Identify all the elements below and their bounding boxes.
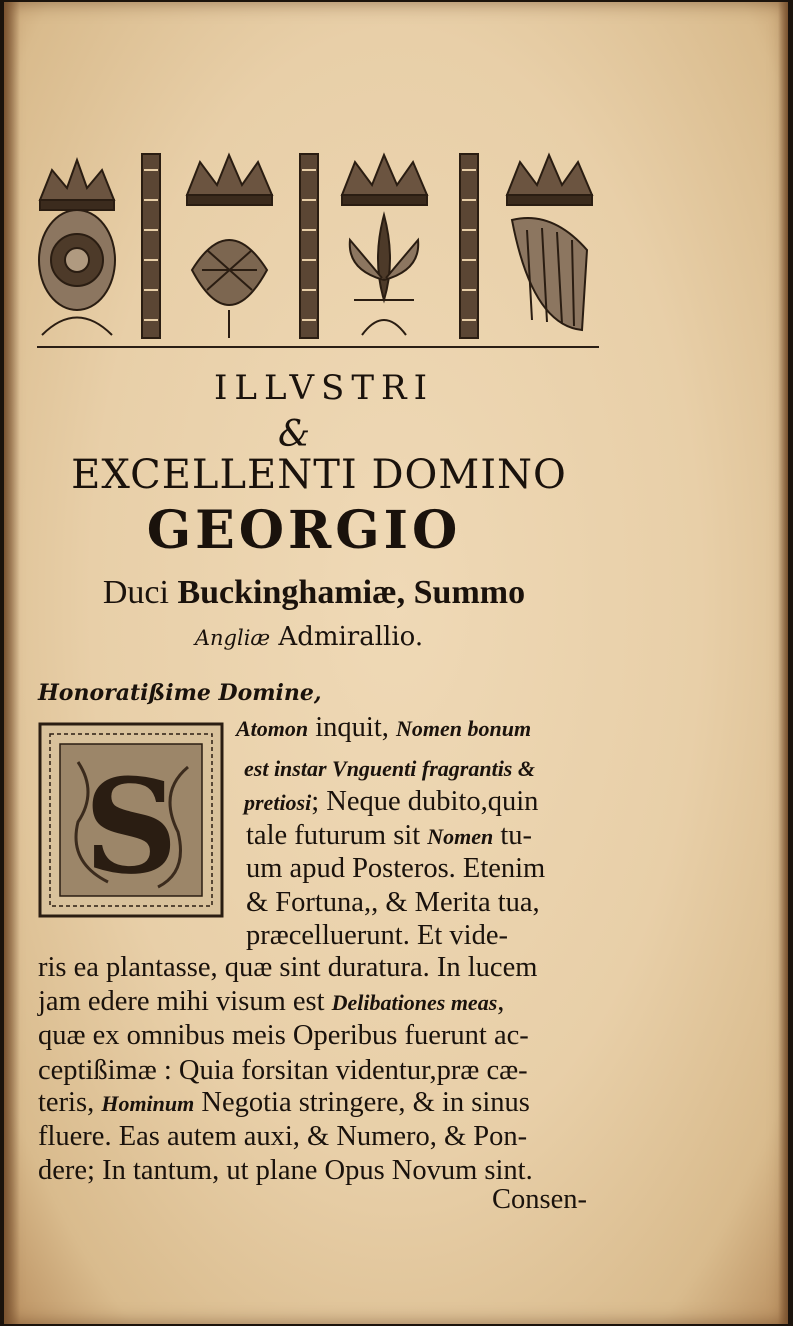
body-line-11: ceptißimæ : Quia forsitan videntur,præ cæ- <box>38 1055 528 1086</box>
catchword: Consen- <box>492 1184 587 1215</box>
headpiece-ornament <box>32 150 602 342</box>
page-edge-left <box>4 2 20 1324</box>
crowned-thistle-emblem <box>187 155 272 338</box>
body-line-7: præcelluerunt. Et vide- <box>246 920 508 951</box>
body-line-5: um apud Posteros. Etenim <box>246 853 546 884</box>
chain-column-2 <box>300 154 318 338</box>
heading-excellenti-domino: EXCELLENTI DOMINO <box>71 452 567 498</box>
heading-ampersand: & <box>277 414 311 455</box>
chain-column-3 <box>460 154 478 338</box>
salutation: Honoratißime Domine, <box>38 680 322 706</box>
body-line-13: fluere. Eas autem auxi, & Numero, & Pon- <box>38 1121 528 1152</box>
book-page <box>4 2 788 1324</box>
decorated-initial-s <box>38 722 224 918</box>
heading-angliae-admirallio: Angliæ Admirallio. <box>194 622 424 652</box>
svg-text:S: S <box>84 750 178 903</box>
crowned-fleur-de-lis-emblem <box>342 155 427 335</box>
crowned-harp-emblem <box>507 155 592 330</box>
heading-georgio: GEORGIO <box>146 500 462 561</box>
page-edge-right <box>778 2 788 1324</box>
body-line-2: est instar Vnguenti fragrantis & <box>244 756 535 781</box>
body-line-8: ris ea plantasse, quæ sint duratura. In lucem <box>38 952 538 983</box>
crowned-rose-emblem <box>39 160 115 335</box>
headpiece-rule <box>37 346 599 348</box>
body-line-9: jam edere mihi visum est Delibationes meas, <box>38 986 505 1017</box>
heading-illustri: ILLVSTRI <box>213 368 435 408</box>
body-line-10: quæ ex omnibus meis Operibus fuerunt ac- <box>38 1020 529 1051</box>
chain-column-1 <box>142 154 160 338</box>
body-line-6: & Fortuna,, & Merita tua, <box>246 887 540 918</box>
body-line-3: pretiosi; Neque dubito,quin <box>244 786 539 817</box>
heading-duci-buckinghamiae: Duci Buckinghamiæ, Summo <box>102 574 526 611</box>
body-line-12: teris, Hominum Negotia stringere, & in sinus <box>38 1087 530 1118</box>
body-line-1: Atomon inquit, Nomen bonum <box>236 712 532 743</box>
body-line-14: dere; In tantum, ut plane Opus Novum sint. <box>38 1155 533 1186</box>
body-line-4: tale futurum sit Nomen tu- <box>246 820 533 851</box>
